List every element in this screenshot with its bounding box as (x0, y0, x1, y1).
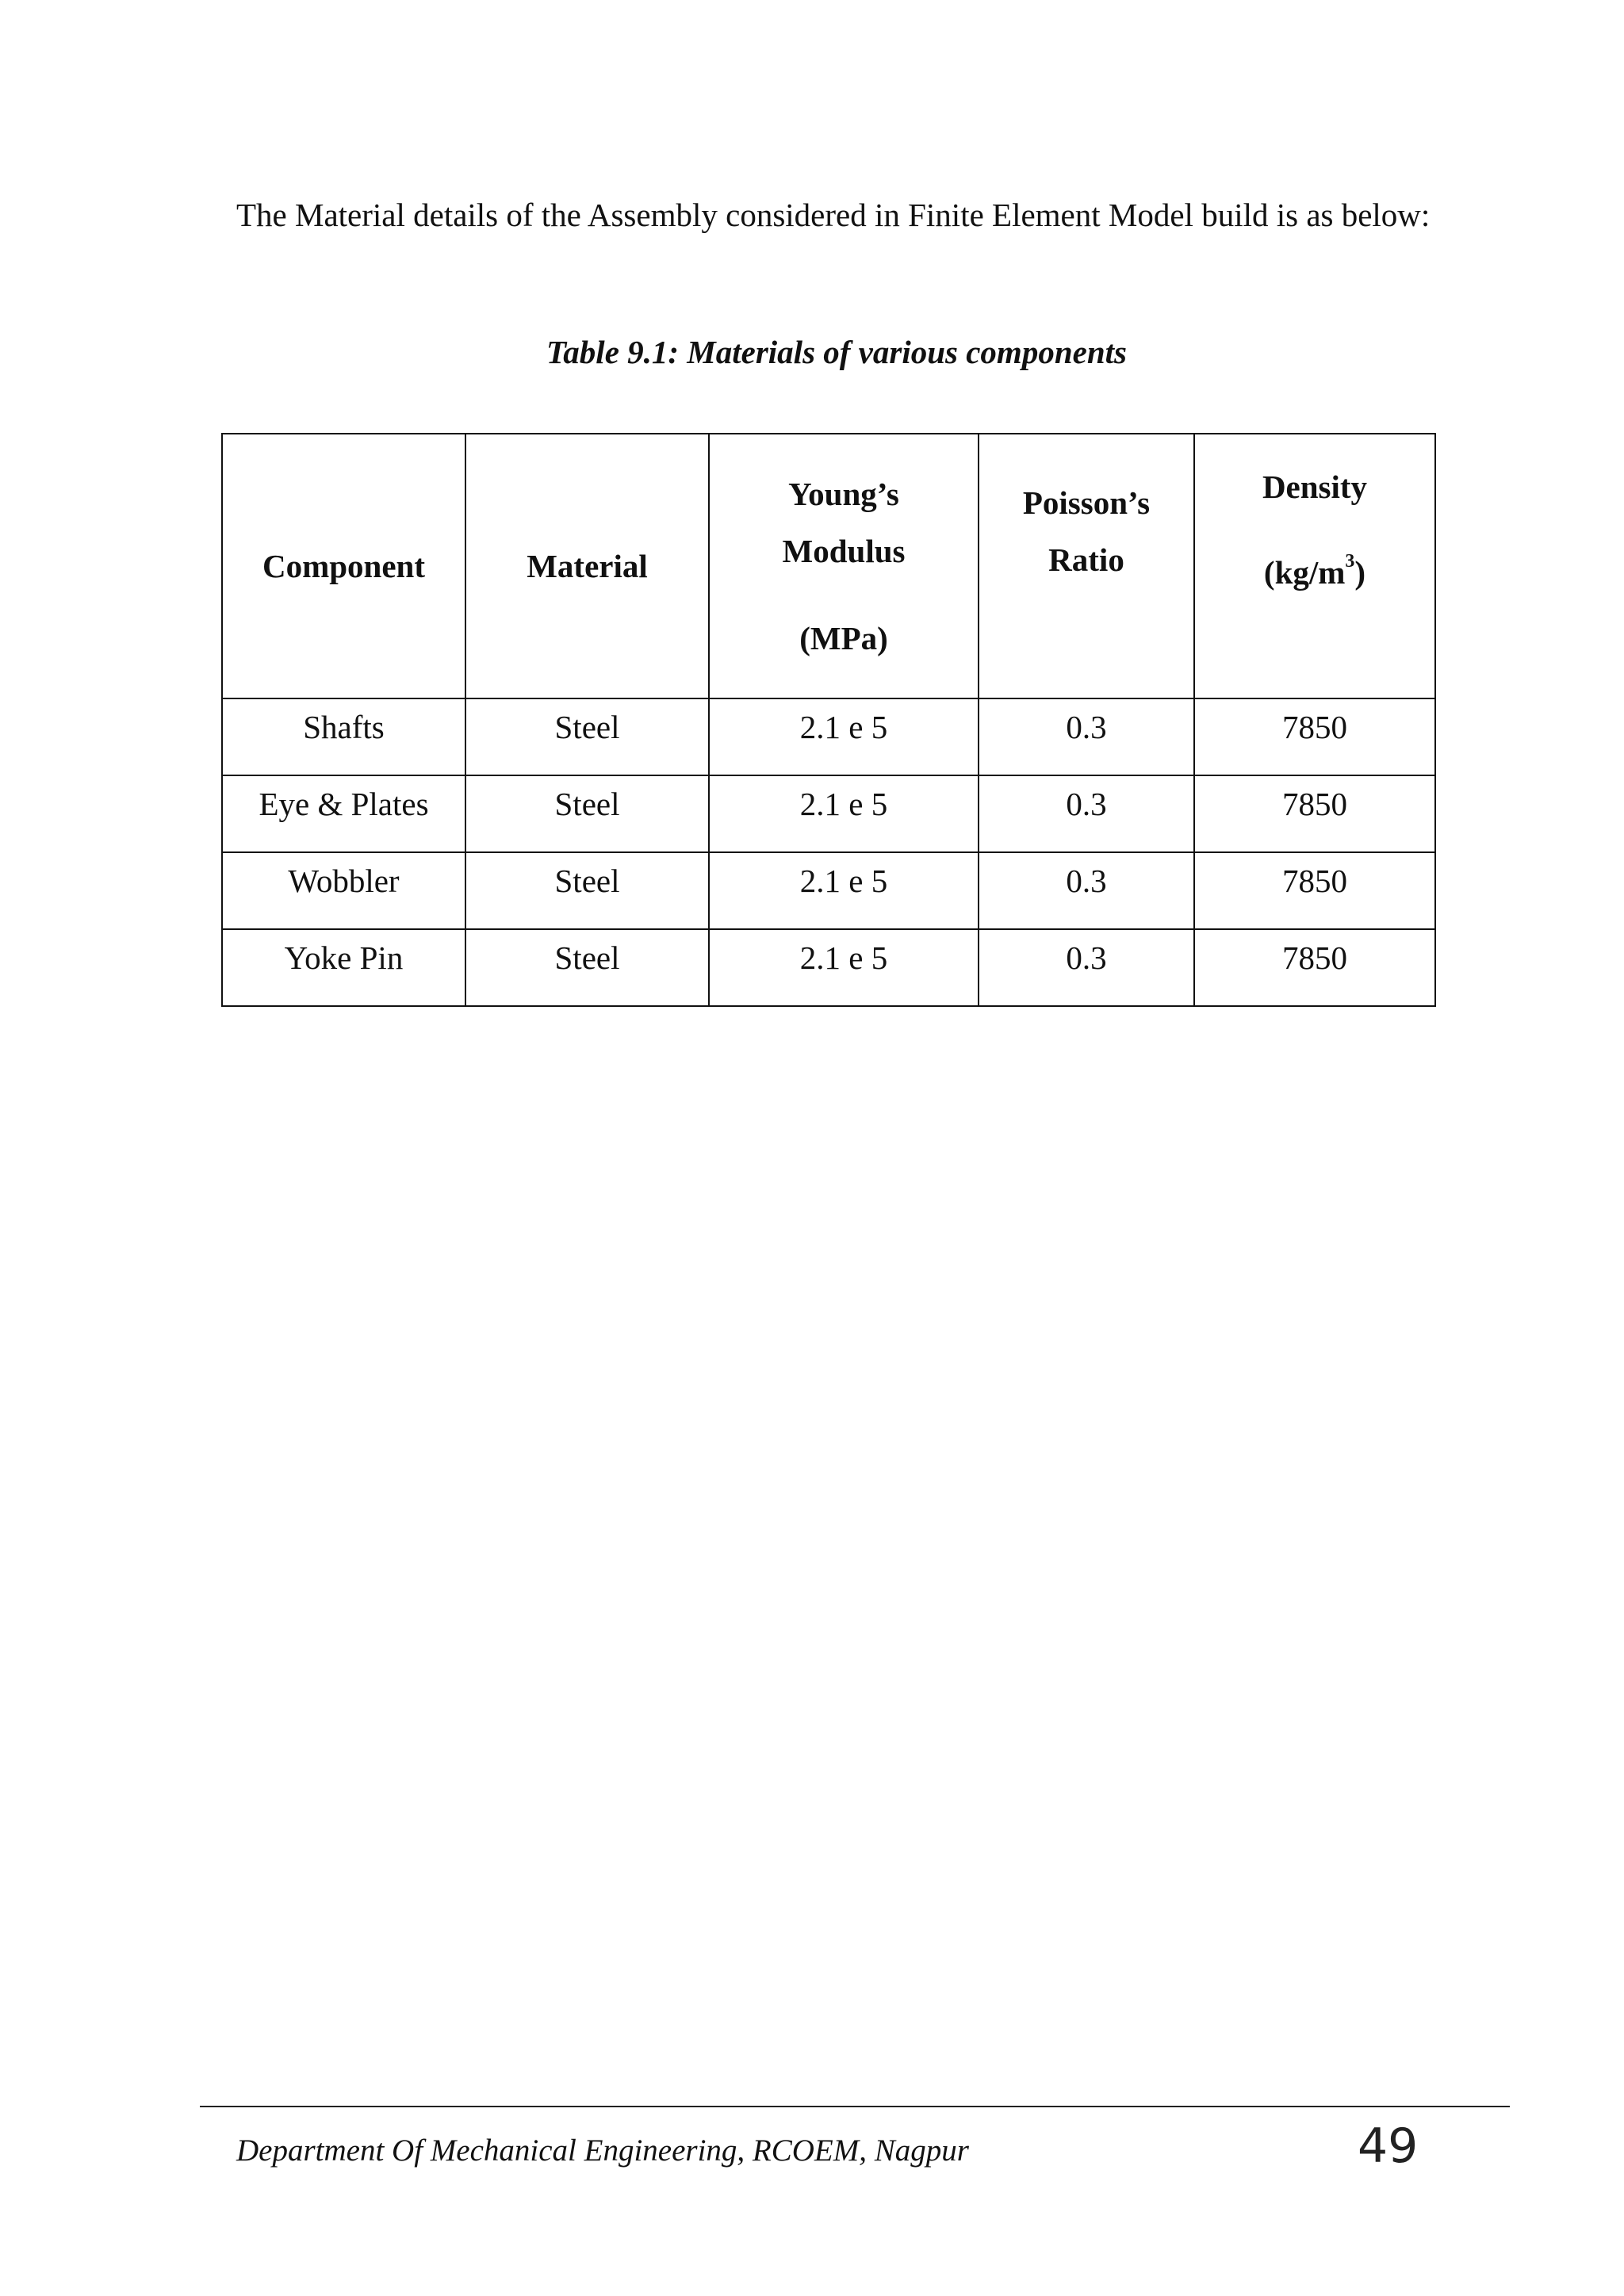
header-youngs-line1: Young’s (788, 476, 899, 512)
cell-youngs-modulus: 2.1 e 5 (709, 852, 979, 929)
page-number: 49 (1358, 2118, 1419, 2174)
cell-material: Steel (465, 775, 709, 852)
cell-youngs-modulus: 2.1 e 5 (709, 698, 979, 775)
header-poisson-line2: Ratio (1048, 541, 1124, 578)
header-poisson-line1: Poisson’s (1022, 484, 1151, 521)
cell-density: 7850 (1194, 775, 1435, 852)
table-header-row (222, 434, 1435, 698)
header-density-unit: $(kg/m^3)$ (1263, 551, 1366, 591)
cell-material: Steel (465, 698, 709, 775)
cell-density: 7850 (1194, 929, 1435, 1006)
table-row (222, 698, 1435, 775)
cell-material: Steel (465, 929, 709, 1006)
cell-component: Shafts (222, 698, 465, 775)
header-component-label: Component (262, 548, 426, 584)
cell-component: Eye & Plates (222, 775, 465, 852)
cell-density: 7850 (1194, 852, 1435, 929)
table-row (222, 775, 1435, 852)
cell-poissons-ratio: 0.3 (979, 929, 1194, 1006)
header-material-label: Material (527, 548, 648, 584)
footer-divider (200, 2106, 1510, 2107)
cell-poissons-ratio: 0.3 (979, 852, 1194, 929)
cell-material: Steel (465, 852, 709, 929)
table-caption: Table 9.1: Materials of various components (546, 334, 1127, 370)
header-component (222, 434, 465, 698)
header-density-line1: Density (1262, 469, 1368, 505)
cell-poissons-ratio: 0.3 (979, 775, 1194, 852)
cell-component: Wobbler (222, 852, 465, 929)
table-row (222, 929, 1435, 1006)
header-density (1194, 434, 1435, 698)
header-poissons-ratio (979, 434, 1194, 698)
header-youngs-modulus (709, 434, 979, 698)
cell-youngs-modulus: 2.1 e 5 (709, 929, 979, 1006)
cell-youngs-modulus: 2.1 e 5 (709, 775, 979, 852)
intro-paragraph: The Material details of the Assembly considered in Finite Element Model build is as below: (236, 197, 1431, 233)
materials-table (221, 433, 1436, 1007)
cell-component: Yoke Pin (222, 929, 465, 1006)
header-material (465, 434, 709, 698)
cell-poissons-ratio: 0.3 (979, 698, 1194, 775)
header-youngs-line2: Modulus (782, 533, 906, 569)
footer-department: Department Of Mechanical Engineering, RCOEM, Nagpur (236, 2133, 969, 2168)
table-row (222, 852, 1435, 929)
cell-density: 7850 (1194, 698, 1435, 775)
header-youngs-unit: (MPa) (799, 620, 888, 656)
